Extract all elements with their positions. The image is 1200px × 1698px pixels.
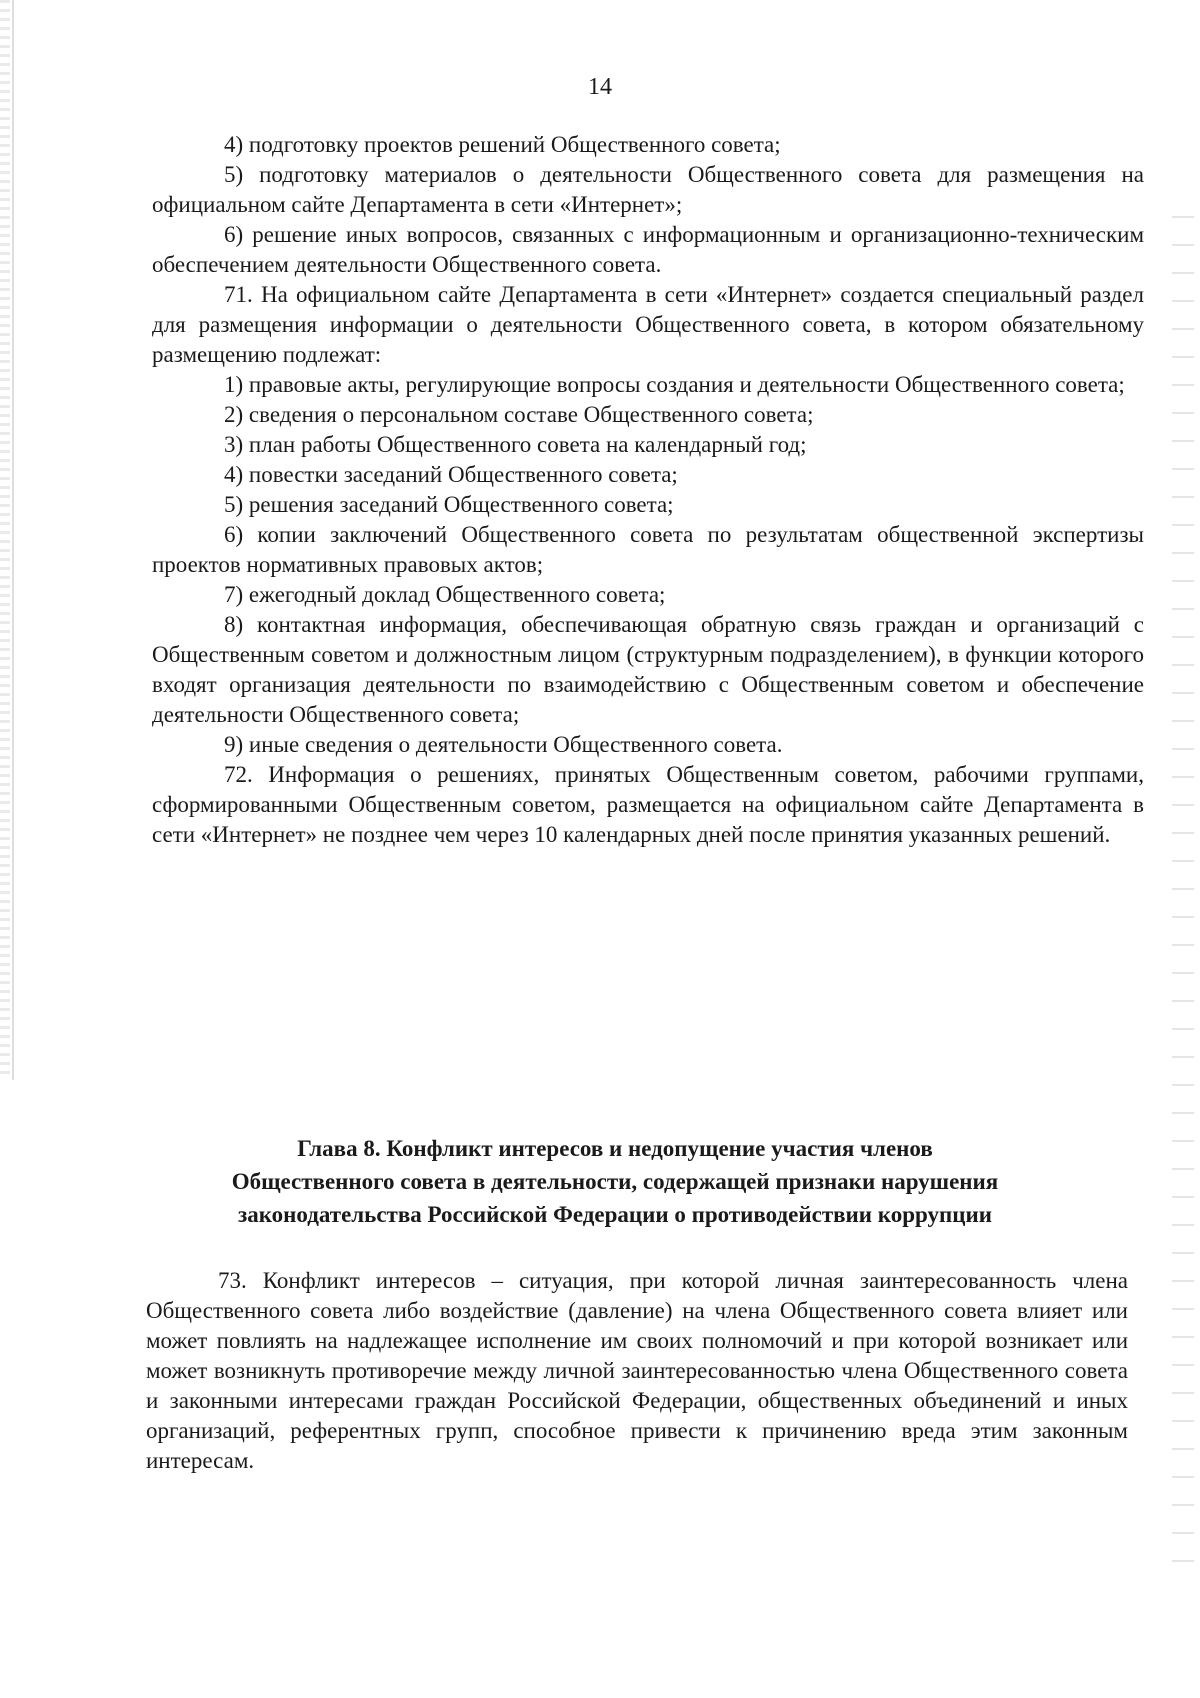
paragraph-item-5: 5) подготовку материалов о деятельности Общественного совета для размещения на официальном сайте Департамента в сети «Интернет»; [152, 162, 1144, 217]
body-text-bottom [146, 1266, 1128, 1476]
chapter-heading-line-3: законодательства Российской Федерации о противодействии коррупции [237, 1202, 993, 1227]
paragraph-item-4: 4) подготовку проектов решений Общественного совета; [224, 132, 781, 157]
paragraph-item-6: 6) решение иных вопросов, связанных с информационным и организационно-техническим обеспечением деятельности Общественного совета. [152, 222, 1144, 277]
paragraph-73: 73. Конфликт интересов – ситуация, при которой личная заинтересованность члена Общественного совета либо воздействие (давление) на члена Общественного совета влияет или может повлиять на надлежащее исполнение им своих полномочий и при которой возникает или может возникнуть противоречие между личной заинтересованностью члена Общественного совета и законными интересами граждан Российской Федерации, общественных объединений и иных организаций, референтных групп, способное привести к причинению вреда этим законным интересам. [146, 1268, 1128, 1473]
scan-edge-left-line [12, 0, 14, 1080]
paragraph-72: 72. Информация о решениях, принятых Общественным советом, рабочими группами, сформированными Общественным советом, размещается на официальном сайте Департамента в сети «Интернет» не позднее чем через 10 календарных дней после принятия указанных решений. [152, 762, 1144, 847]
scan-edge-right [1172, 190, 1194, 1570]
subitem-4: 4) повестки заседаний Общественного совета; [224, 462, 678, 487]
subitem-5: 5) решения заседаний Общественного совета; [224, 492, 674, 517]
chapter-heading-line-1: Глава 8. Конфликт интересов и недопущение участия членов [297, 1136, 933, 1161]
subitem-9: 9) иные сведения о деятельности Общественного совета. [224, 732, 783, 757]
body-text-top [152, 130, 1144, 850]
subitem-7: 7) ежегодный доклад Общественного совета; [224, 582, 666, 607]
subitem-8: 8) контактная информация, обеспечивающая обратную связь граждан и организаций с Общественным советом и должностным лицом (структурным подразделением), в функции которого входят организация деятельности по взаимодействию с Общественным советом и обеспечение деятельности Общественного совета; [152, 612, 1144, 727]
subitem-1: 1) правовые акты, регулирующие вопросы создания и деятельности Общественного совета; [224, 372, 1125, 397]
page-number: 14 [588, 74, 612, 100]
scan-edge-left [0, 0, 10, 1080]
subitem-3: 3) план работы Общественного совета на календарный год; [224, 432, 807, 457]
subitem-6: 6) копии заключений Общественного совета по результатам общественной экспертизы проектов нормативных правовых актов; [152, 522, 1144, 577]
chapter-heading [150, 1132, 1080, 1231]
subitem-2: 2) сведения о персональном составе Общественного совета; [224, 402, 814, 427]
paragraph-71: 71. На официальном сайте Департамента в сети «Интернет» создается специальный раздел для размещения информации о деятельности Общественного совета, в котором обязательному размещению подлежат: [152, 282, 1144, 367]
chapter-heading-line-2: Общественного совета в деятельности, содержащей признаки нарушения [231, 1169, 999, 1194]
